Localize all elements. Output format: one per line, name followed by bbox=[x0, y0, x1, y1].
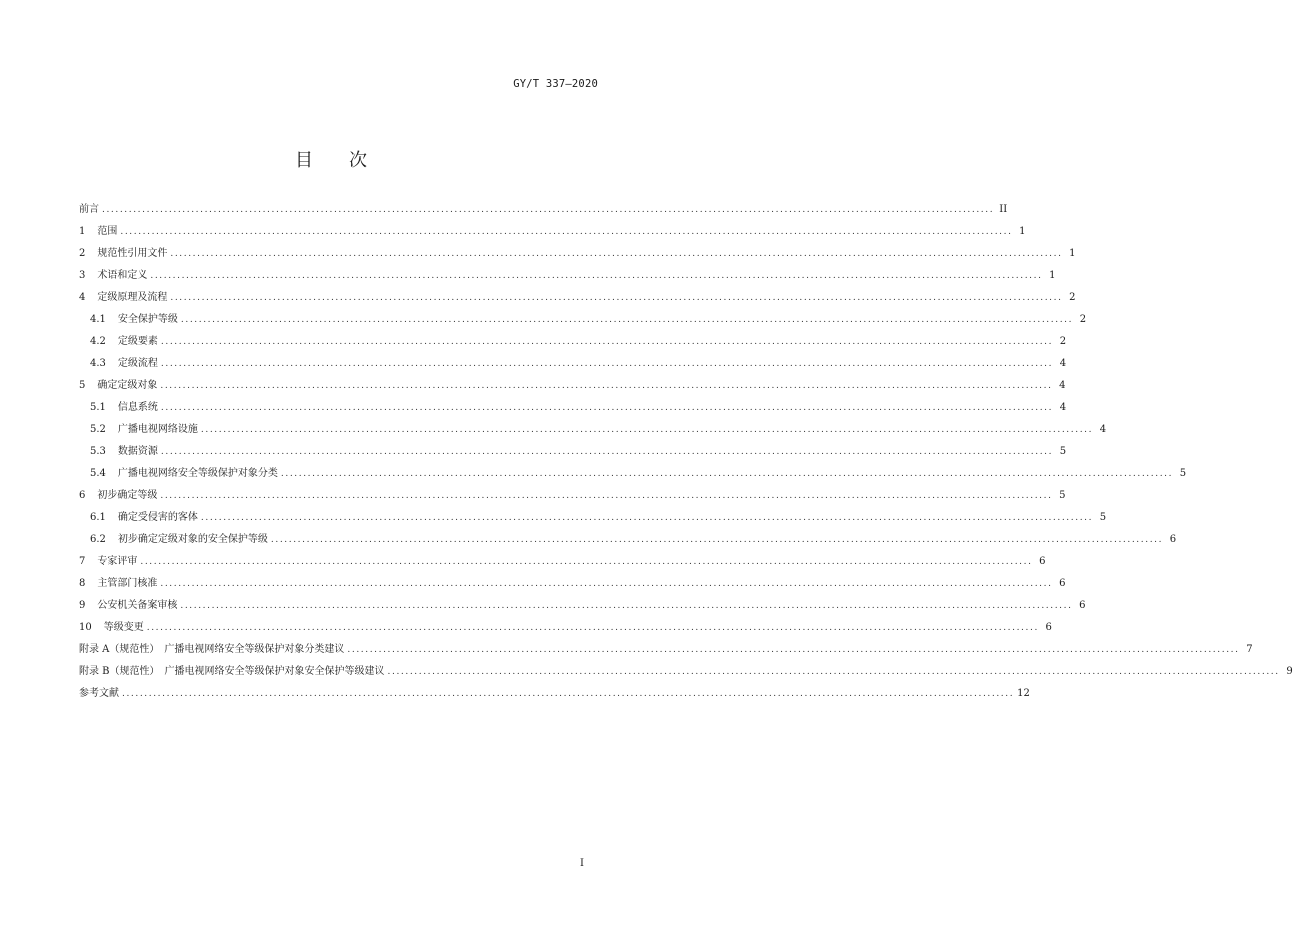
page-number: I bbox=[580, 858, 584, 869]
toc-entry-title: 术语和定义 bbox=[97, 270, 148, 281]
toc-entry-page: 6 bbox=[1039, 556, 1046, 567]
toc-entry[interactable] bbox=[79, 331, 1067, 353]
toc-entry-title: 信息系统 bbox=[117, 402, 158, 413]
toc-entry-page: 5 bbox=[1059, 446, 1067, 457]
toc-entry-number: 4.1 bbox=[90, 314, 106, 325]
toc-entry-number: 6 bbox=[79, 490, 86, 501]
toc-entry[interactable] bbox=[79, 419, 1107, 441]
toc-entry[interactable] bbox=[79, 375, 1066, 397]
toc-entry-page: 12 bbox=[1017, 688, 1030, 699]
toc-entry-page: 6 bbox=[1169, 534, 1177, 545]
toc-entry-title: 广播电视网络安全等级保护对象分类 bbox=[117, 468, 278, 479]
toc-entry-title: 确定定级对象 bbox=[97, 380, 158, 391]
toc-entry-number: 4.3 bbox=[90, 358, 106, 369]
toc-leader-dots: ........................................................................................................................................................................................................ bbox=[146, 623, 1039, 633]
toc-entry-title: 初步确定等级 bbox=[97, 490, 158, 501]
toc-leader-dots: ........................................................................................................................................................................................................ bbox=[170, 293, 1063, 303]
toc-leader-dots: ........................................................................................................................................................................................................ bbox=[140, 557, 1033, 567]
toc-entry-number: 5 bbox=[79, 380, 86, 391]
toc-entry[interactable] bbox=[79, 507, 1107, 529]
toc-leader-dots: ........................................................................................................................................................................................................ bbox=[160, 359, 1054, 369]
toc-entry-title: 专家评审 bbox=[97, 556, 138, 567]
toc-entry-title: 定级要素 bbox=[117, 336, 158, 347]
toc-entry-title: 规范性引用文件 bbox=[97, 248, 168, 259]
title-char-1: 目 bbox=[295, 150, 313, 171]
toc-entry-title: 主管部门核准 bbox=[97, 578, 158, 589]
toc-entry-page: 1 bbox=[1019, 226, 1026, 237]
toc-entry-title: 前言 bbox=[79, 204, 99, 215]
toc-entry[interactable] bbox=[79, 265, 1056, 287]
toc-entry-page: 6 bbox=[1045, 622, 1052, 633]
toc-entry-page: 4 bbox=[1099, 424, 1107, 435]
toc-entry[interactable] bbox=[79, 661, 1293, 683]
toc-entry[interactable] bbox=[79, 353, 1067, 375]
toc-entry-number: 9 bbox=[79, 600, 86, 611]
toc-entry[interactable] bbox=[79, 617, 1052, 639]
toc-entry-page: 6 bbox=[1079, 600, 1086, 611]
toc-entry[interactable] bbox=[79, 397, 1067, 419]
toc-entry-number: 6.1 bbox=[90, 512, 106, 523]
toc-leader-dots: ........................................................................................................................................................................................................ bbox=[160, 579, 1053, 589]
title-char-2: 次 bbox=[349, 150, 367, 171]
toc-entry[interactable] bbox=[79, 639, 1253, 661]
toc-entry[interactable] bbox=[79, 683, 1030, 705]
toc-leader-dots: ........................................................................................................................................................................................................ bbox=[280, 469, 1174, 479]
toc-leader-dots: ........................................................................................................................................................................................................ bbox=[170, 249, 1063, 259]
toc-entry-page: 4 bbox=[1059, 358, 1067, 369]
toc-entry[interactable] bbox=[79, 573, 1066, 595]
toc-entry-page: II bbox=[999, 204, 1008, 215]
toc-entry-title: 安全保护等级 bbox=[117, 314, 178, 325]
toc-entry-title: 范围 bbox=[97, 226, 118, 237]
toc-entry[interactable] bbox=[79, 287, 1076, 309]
toc-entry-page: 4 bbox=[1059, 402, 1067, 413]
toc-entry-title: 附录 A（规范性） 广播电视网络安全等级保护对象分类建议 bbox=[79, 644, 345, 655]
toc-entry-number: 5.2 bbox=[90, 424, 106, 435]
toc-entry-number: 4 bbox=[79, 292, 86, 303]
standard-code: GY/T 337—2020 bbox=[513, 78, 598, 90]
toc-entry[interactable] bbox=[79, 309, 1087, 331]
toc-entry-page: 6 bbox=[1059, 578, 1066, 589]
toc-leader-dots: ........................................................................................................................................................................................................ bbox=[160, 337, 1054, 347]
toc-entry-page: 5 bbox=[1179, 468, 1187, 479]
toc-entry-page: 2 bbox=[1069, 292, 1076, 303]
toc-entry-title: 定级流程 bbox=[117, 358, 158, 369]
toc-leader-dots: ........................................................................................................................................................................................................ bbox=[270, 535, 1164, 545]
toc-leader-dots: ........................................................................................................................................................................................................ bbox=[160, 403, 1054, 413]
toc-entry-title: 参考文献 bbox=[79, 688, 119, 699]
table-of-contents bbox=[79, 199, 1293, 705]
toc-entry-title: 确定受侵害的客体 bbox=[117, 512, 198, 523]
toc-leader-dots: ........................................................................................................................................................................................................ bbox=[122, 689, 1015, 699]
toc-entry-number: 6.2 bbox=[90, 534, 106, 545]
toc-entry[interactable] bbox=[79, 243, 1076, 265]
toc-entry-number: 8 bbox=[79, 578, 86, 589]
toc-leader-dots: ........................................................................................................................................................................................................ bbox=[160, 447, 1054, 457]
toc-entry-title: 数据资源 bbox=[117, 446, 158, 457]
toc-leader-dots: ........................................................................................................................................................................................................ bbox=[387, 667, 1280, 677]
toc-entry-page: 2 bbox=[1079, 314, 1087, 325]
toc-entry-title: 附录 B（规范性） 广播电视网络安全等级保护对象安全保护等级建议 bbox=[79, 666, 385, 677]
toc-entry[interactable] bbox=[79, 485, 1066, 507]
toc-entry-number: 7 bbox=[79, 556, 86, 567]
toc-entry-page: 7 bbox=[1246, 644, 1253, 655]
toc-leader-dots: ........................................................................................................................................................................................................ bbox=[160, 381, 1053, 391]
toc-entry-page: 9 bbox=[1286, 666, 1293, 677]
toc-leader-dots: ........................................................................................................................................................................................................ bbox=[102, 205, 995, 215]
toc-leader-dots: ........................................................................................................................................................................................................ bbox=[150, 271, 1043, 281]
toc-entry-title: 等级变更 bbox=[103, 622, 144, 633]
toc-leader-dots: ........................................................................................................................................................................................................ bbox=[120, 227, 1013, 237]
toc-entry[interactable] bbox=[79, 221, 1026, 243]
toc-entry-title: 广播电视网络设施 bbox=[117, 424, 198, 435]
toc-entry-number: 5.1 bbox=[90, 402, 106, 413]
toc-entry-title: 定级原理及流程 bbox=[97, 292, 168, 303]
toc-leader-dots: ........................................................................................................................................................................................................ bbox=[347, 645, 1240, 655]
toc-entry-page: 4 bbox=[1059, 380, 1066, 391]
toc-entry-number: 1 bbox=[79, 226, 86, 237]
toc-entry[interactable] bbox=[79, 595, 1086, 617]
toc-entry-page: 1 bbox=[1049, 270, 1056, 281]
toc-entry-number: 10 bbox=[79, 622, 92, 633]
toc-entry-number: 3 bbox=[79, 270, 86, 281]
toc-entry[interactable] bbox=[79, 529, 1177, 551]
toc-entry-number: 5.3 bbox=[90, 446, 106, 457]
toc-entry[interactable] bbox=[79, 441, 1067, 463]
toc-leader-dots: ........................................................................................................................................................................................................ bbox=[200, 425, 1094, 435]
toc-entry-title: 初步确定定级对象的安全保护等级 bbox=[117, 534, 268, 545]
toc-entry-number: 2 bbox=[79, 248, 86, 259]
toc-entry-page: 5 bbox=[1059, 490, 1066, 501]
toc-entry[interactable] bbox=[79, 199, 1008, 221]
toc-leader-dots: ........................................................................................................................................................................................................ bbox=[180, 601, 1073, 611]
toc-leader-dots: ........................................................................................................................................................................................................ bbox=[160, 491, 1053, 501]
toc-entry-title: 公安机关备案审核 bbox=[97, 600, 178, 611]
toc-entry-page: 1 bbox=[1069, 248, 1076, 259]
toc-entry-page: 5 bbox=[1099, 512, 1107, 523]
page-title bbox=[0, 146, 662, 172]
toc-leader-dots: ........................................................................................................................................................................................................ bbox=[200, 513, 1094, 523]
toc-entry-number: 5.4 bbox=[90, 468, 106, 479]
toc-entry[interactable] bbox=[79, 551, 1046, 573]
toc-entry[interactable] bbox=[79, 463, 1187, 485]
toc-leader-dots: ........................................................................................................................................................................................................ bbox=[180, 315, 1074, 325]
toc-entry-number: 4.2 bbox=[90, 336, 106, 347]
toc-entry-page: 2 bbox=[1059, 336, 1067, 347]
